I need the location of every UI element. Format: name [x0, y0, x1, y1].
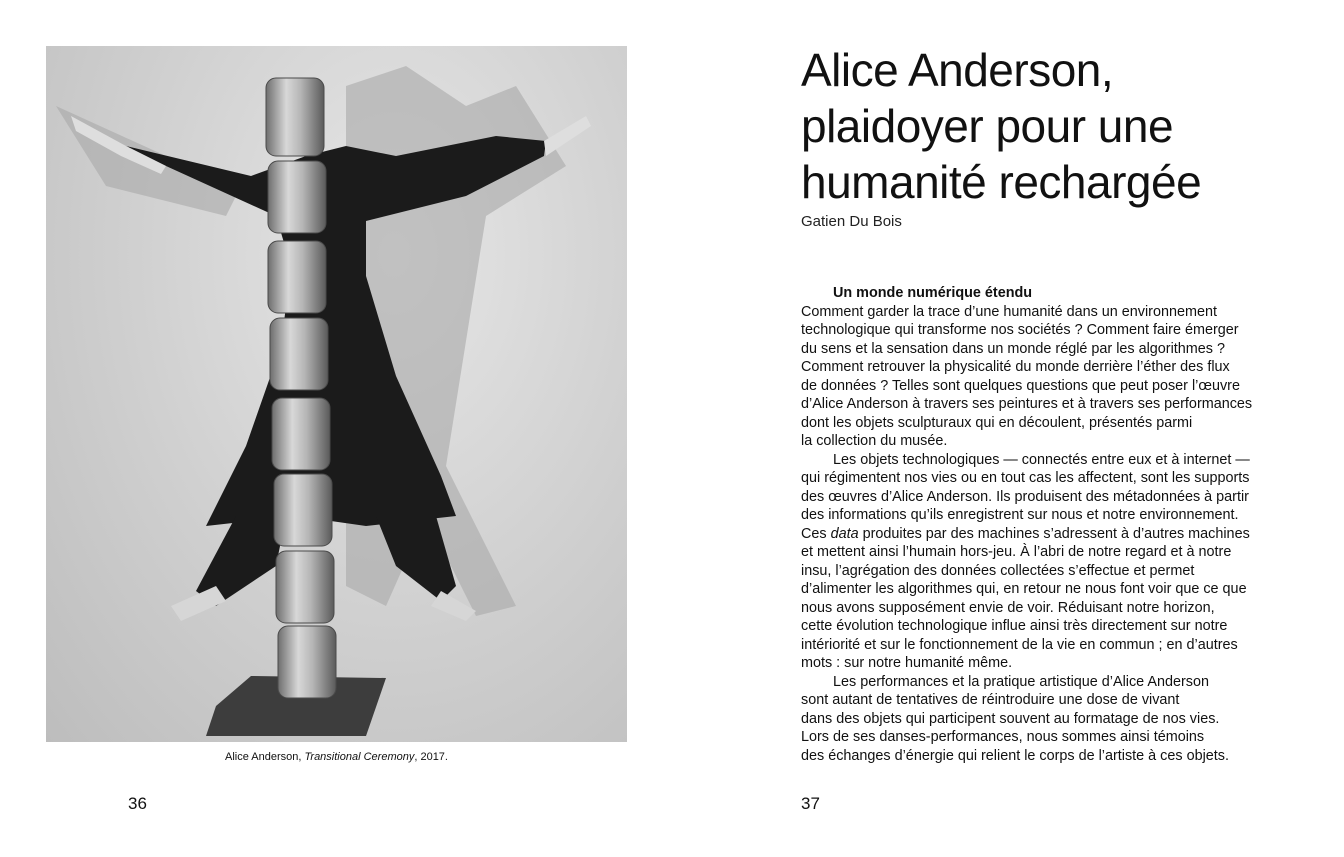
body-line: insu, l’agrégation des données collectées s’effectue et permet	[801, 562, 1195, 579]
body-line: de données ? Telles sont quelques questions que peut poser l’œuvre	[801, 377, 1240, 394]
artwork-illustration	[46, 46, 627, 742]
body-line: Comment retrouver la physicalité du monde derrière l’éther des flux	[801, 359, 1230, 375]
section-heading: Un monde numérique étendu	[833, 285, 1033, 301]
body-line: dont les objets sculpturaux qui en découlent, présentés parmi	[801, 414, 1193, 431]
body-line: dans des objets qui participent souvent au formatage de nos vies.	[801, 710, 1220, 727]
title-line: plaidoyer pour une	[801, 100, 1174, 152]
body-line: Comment garder la trace d’une humanité dans un environnement	[801, 303, 1217, 320]
body-line: Les performances et la pratique artistique d’Alice Anderson	[833, 673, 1209, 690]
body-line: Lors de ses danses-performances, nous sommes ainsi témoins	[801, 729, 1205, 745]
body-line: et mettent ainsi l’humain hors-jeu. À l’abri de notre regard et à notre	[801, 544, 1232, 560]
body-fragment: Ces	[801, 525, 831, 542]
body-line: des informations qu’ils enregistrent sur nous et notre environnement.	[801, 507, 1239, 523]
title-line: humanité rechargée	[801, 156, 1202, 208]
body-line: qui régimentent nos vies ou en tout cas les affectent, sont les supports	[801, 470, 1250, 486]
body-line: technologique qui transforme nos sociétés ? Comment faire émerger	[801, 322, 1239, 338]
page-number-left: 36	[128, 794, 147, 813]
body-line: nous avons supposément envie de voir. Réduisant notre horizon,	[801, 599, 1215, 616]
body-line: la collection du musée.	[801, 433, 948, 449]
article-title	[801, 42, 1321, 210]
article-body	[801, 284, 1331, 765]
caption-work-title: Transitional Ceremony	[304, 751, 415, 763]
body-line: d’Alice Anderson à travers ses peintures et à travers ses performances	[801, 396, 1253, 412]
author-name: Gatien Du Bois	[801, 213, 902, 230]
body-line: du sens et la sensation dans un monde réglé par les algorithmes ?	[801, 340, 1225, 357]
right-page	[672, 0, 1344, 857]
caption-year: , 2017.	[414, 751, 448, 763]
body-line: intériorité et sur le fonctionnement de la vie en commun ; en d’autres	[801, 636, 1238, 653]
body-line: cette évolution technologique influe ainsi très directement sur notre	[801, 618, 1228, 634]
body-line: d’alimenter les algorithmes qui, en retour ne nous font voir que ce que	[801, 581, 1247, 597]
photo-caption	[46, 751, 627, 763]
title-line: Alice Anderson,	[801, 44, 1114, 96]
body-line	[801, 525, 1331, 544]
body-fragment: produites par des machines s’adressent à d’autres machines	[858, 525, 1250, 542]
body-line: Les objets technologiques — connectés entre eux et à internet —	[833, 451, 1250, 468]
body-fragment-italic: data	[830, 525, 859, 542]
caption-artist: Alice Anderson,	[225, 751, 305, 763]
artwork-photo	[46, 46, 627, 742]
body-line: mots : sur notre humanité même.	[801, 655, 1013, 671]
page-number-right: 37	[801, 794, 820, 813]
body-line: sont autant de tentatives de réintroduire une dose de vivant	[801, 692, 1180, 708]
body-line: des échanges d’énergie qui relient le corps de l’artiste à ces objets.	[801, 747, 1229, 764]
body-line: des œuvres d’Alice Anderson. Ils produisent des métadonnées à partir	[801, 488, 1249, 505]
